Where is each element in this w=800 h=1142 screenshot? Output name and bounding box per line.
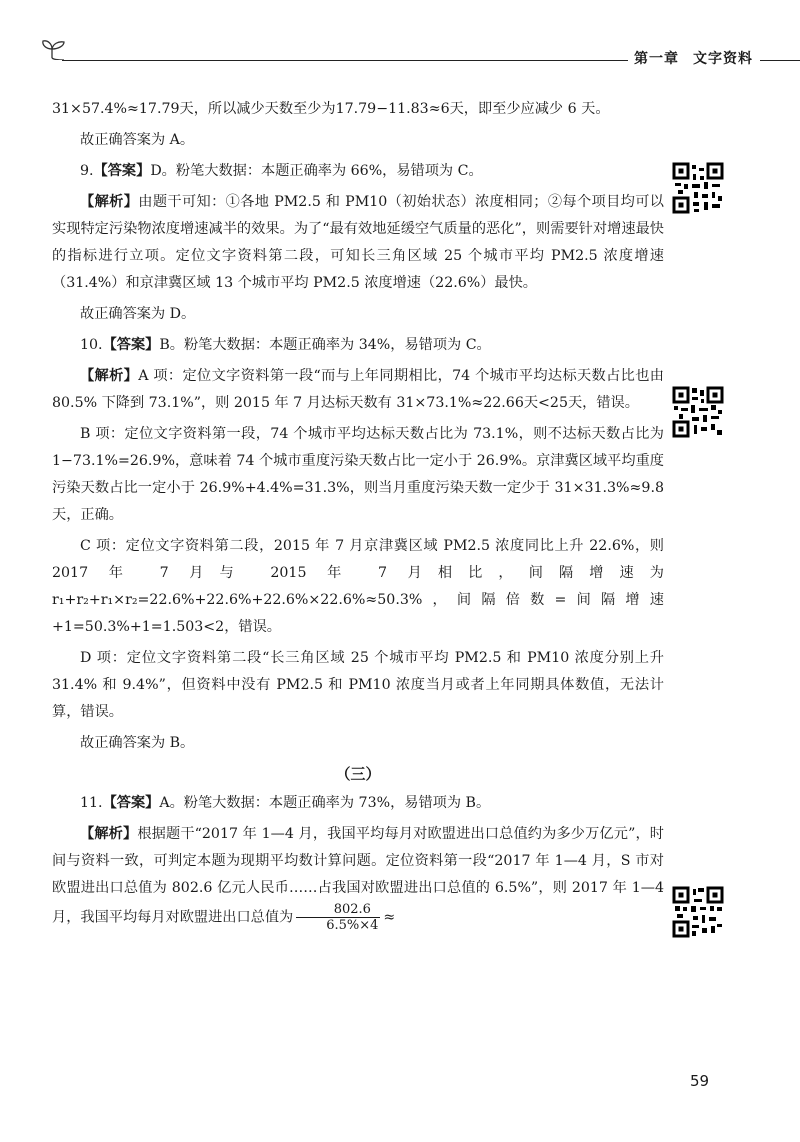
question-10-analysis (52, 363, 664, 417)
question-number: 10. (80, 337, 103, 353)
paragraph: 故正确答案为 D。 (80, 306, 196, 322)
answer-label: 【答案】 (102, 795, 160, 811)
question-11-answer (52, 790, 664, 817)
analysis-label: 【解析】 (80, 826, 138, 842)
header-rule-left (62, 60, 628, 61)
answer-text: B。粉笔大数据：本题正确率为 34%，易错项为 C。 (159, 337, 491, 353)
chapter-name: 文字资料 (693, 51, 753, 67)
fraction-denominator: 6.5%×4 (326, 918, 379, 933)
sprout-icon (40, 38, 68, 60)
analysis-label: 【解析】 (80, 194, 139, 210)
paragraph: 故正确答案为 B。 (80, 735, 195, 751)
page-header (40, 38, 800, 68)
analysis-text: 由题干可知：①各地 PM2.5 和 PM10（初始状态）浓度相同；②每个项目均可以实现特定污染物浓度增速减半的效果。为了“最有效地延缓空气质量的恶化”，则需要针对增速最快的指标进行立项。定位文字资料第二段，可知长三角区域 25 个城市平均 PM2.5 浓度增速（31.4%）和京津冀区域 13 个城市平均 PM2.5 浓度增速（22.6%）最快。 (52, 194, 664, 291)
fraction-numerator: 802.6 (296, 902, 380, 918)
analysis-text: 根据题干“2017 年 1—4 月，我国平均每月对欧盟进出口总值约为多少万亿元”，时间与资料一致，可判定本题为现期平均数计算问题。定位资料第一段“2017 年 1—4 月，S 市对欧盟进出口总值为 802.6 亿元人民币……占我国对欧盟进出口总值的 6.5%”，则 2017 年 1—4 月，我国平均每月对欧盟进出口总值为 (52, 826, 664, 926)
question-11-analysis (52, 821, 664, 933)
section-title: （三） (335, 765, 381, 783)
question-9-answer (52, 158, 664, 185)
paragraph: C 项：定位文字资料第二段，2015 年 7 月京津冀区域 PM2.5 浓度同比上升 22.6%，则 2017 年 7 月与 2015 年 7 月相比，间隔增速为 r₁+r₂+r₁×r₂=22.6%+22.6%+22.6%×22.6%≈50.3%，间隔倍数=间隔增速+1=50.3%+1=1.503<2，错误。 (52, 538, 664, 635)
paragraph: B 项：定位文字资料第一段，74 个城市平均达标天数占比为 73.1%，则不达标天数占比为 1−73.1%=26.9%，意味着 74 个城市重度污染天数占比一定小于 26.9%。京津冀区域平均重度污染天数占比一定小于 26.9%+4.4%=31.3%，则当月重度污染天数一定少于 31×31.3%≈9.8天，正确。 (52, 426, 664, 523)
answer-text: A。粉笔大数据：本题正确率为 73%，易错项为 B。 (159, 795, 491, 811)
question-number: 9. (80, 163, 94, 179)
analysis-text: A 项：定位文字资料第一段“而与上年同期相比，74 个城市平均达标天数占比也由 80.5% 下降到 73.1%”，则 2015 年 7 月达标天数有 31×73.1%≈22.66天<25天，错误。 (52, 368, 664, 411)
analysis-label: 【解析】 (80, 368, 139, 384)
question-number: 11. (80, 795, 103, 811)
main-content (52, 96, 664, 937)
fraction (296, 902, 380, 933)
page-number: 59 (690, 1072, 710, 1090)
approx-sign: ≈ (383, 909, 396, 926)
chapter-number: 第一章 (634, 51, 679, 67)
answer-label: 【答案】 (102, 337, 160, 353)
qr-code-icon[interactable] (672, 386, 724, 438)
header-rule-right (760, 60, 800, 61)
answer-text: D。粉笔大数据：本题正确率为 66%，易错项为 C。 (150, 163, 483, 179)
paragraph: D 项：定位文字资料第二段“长三角区域 25 个城市平均 PM2.5 和 PM10 浓度分别上升 31.4% 和 9.4%”，但资料中没有 PM2.5 和 PM10 浓度当月或者上年同期具体数值，无法计算，错误。 (52, 650, 664, 720)
question-10-answer (52, 332, 664, 359)
qr-code-icon[interactable] (672, 886, 724, 938)
chapter-title (634, 48, 753, 68)
paragraph: 31×57.4%≈17.79天，所以减少天数至少为17.79−11.83≈6天，即至少应减少 6 天。 (52, 101, 610, 117)
qr-code-icon[interactable] (672, 162, 724, 214)
paragraph: 故正确答案为 A。 (80, 132, 195, 148)
question-9-analysis (52, 189, 664, 297)
answer-label: 【答案】 (93, 163, 151, 179)
